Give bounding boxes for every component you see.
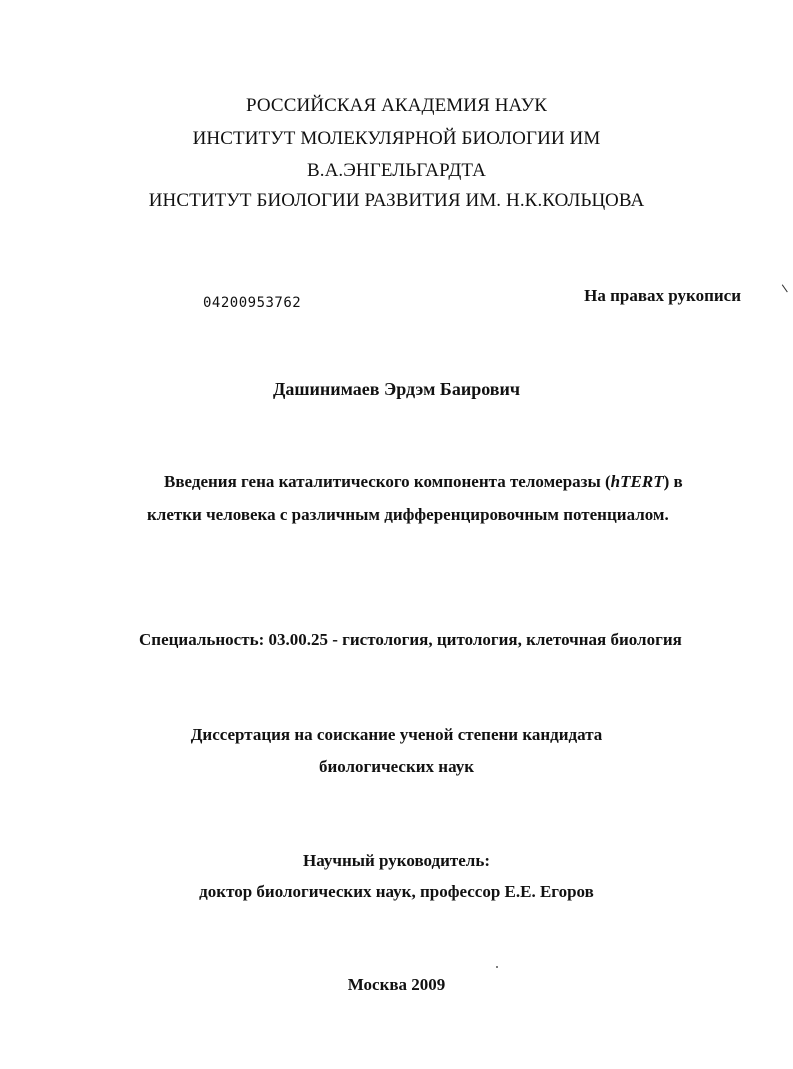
- catalog-number: 04200953762: [203, 295, 302, 311]
- specialty: Специальность: 03.00.25 - гистология, цитология, клеточная биология: [139, 630, 682, 649]
- scan-edge-mark: [782, 283, 790, 293]
- thesis-title-line2: клетки человека с различным дифференцировочным потенциалом.: [147, 505, 669, 524]
- dissertation-line1: Диссертация на соискание ученой степени кандидата: [190, 725, 603, 744]
- author-name: Дашинимаев Эрдэм Баирович: [272, 379, 521, 399]
- dissertation-line2: биологических наук: [318, 757, 475, 776]
- org-line-engelhardt: В.А.ЭНГЕЛЬГАРДТА: [306, 160, 486, 181]
- scan-speck: [496, 966, 498, 968]
- thesis-title-line1-suffix: ) в: [663, 472, 683, 491]
- manuscript-note: На правах рукописи: [584, 286, 741, 305]
- city-year: Москва 2009: [347, 975, 446, 994]
- org-line-institute-developmental-biology: ИНСТИТУТ БИОЛОГИИ РАЗВИТИЯ ИМ. Н.К.КОЛЬЦОВА: [148, 190, 645, 211]
- thesis-title-line1: [164, 473, 683, 490]
- thesis-title-gene: hTERT: [610, 472, 664, 491]
- supervisor-name: доктор биологических наук, профессор Е.Е. Егоров: [199, 882, 594, 901]
- org-line-academy: РОССИЙСКАЯ АКАДЕМИЯ НАУК: [245, 95, 548, 116]
- thesis-title-line1-prefix: Введения гена каталитического компонента теломеразы (: [164, 472, 611, 491]
- org-line-institute-molecular-biology: ИНСТИТУТ МОЛЕКУЛЯРНОЙ БИОЛОГИИ ИМ: [192, 128, 601, 149]
- supervisor-label: Научный руководитель:: [303, 851, 490, 870]
